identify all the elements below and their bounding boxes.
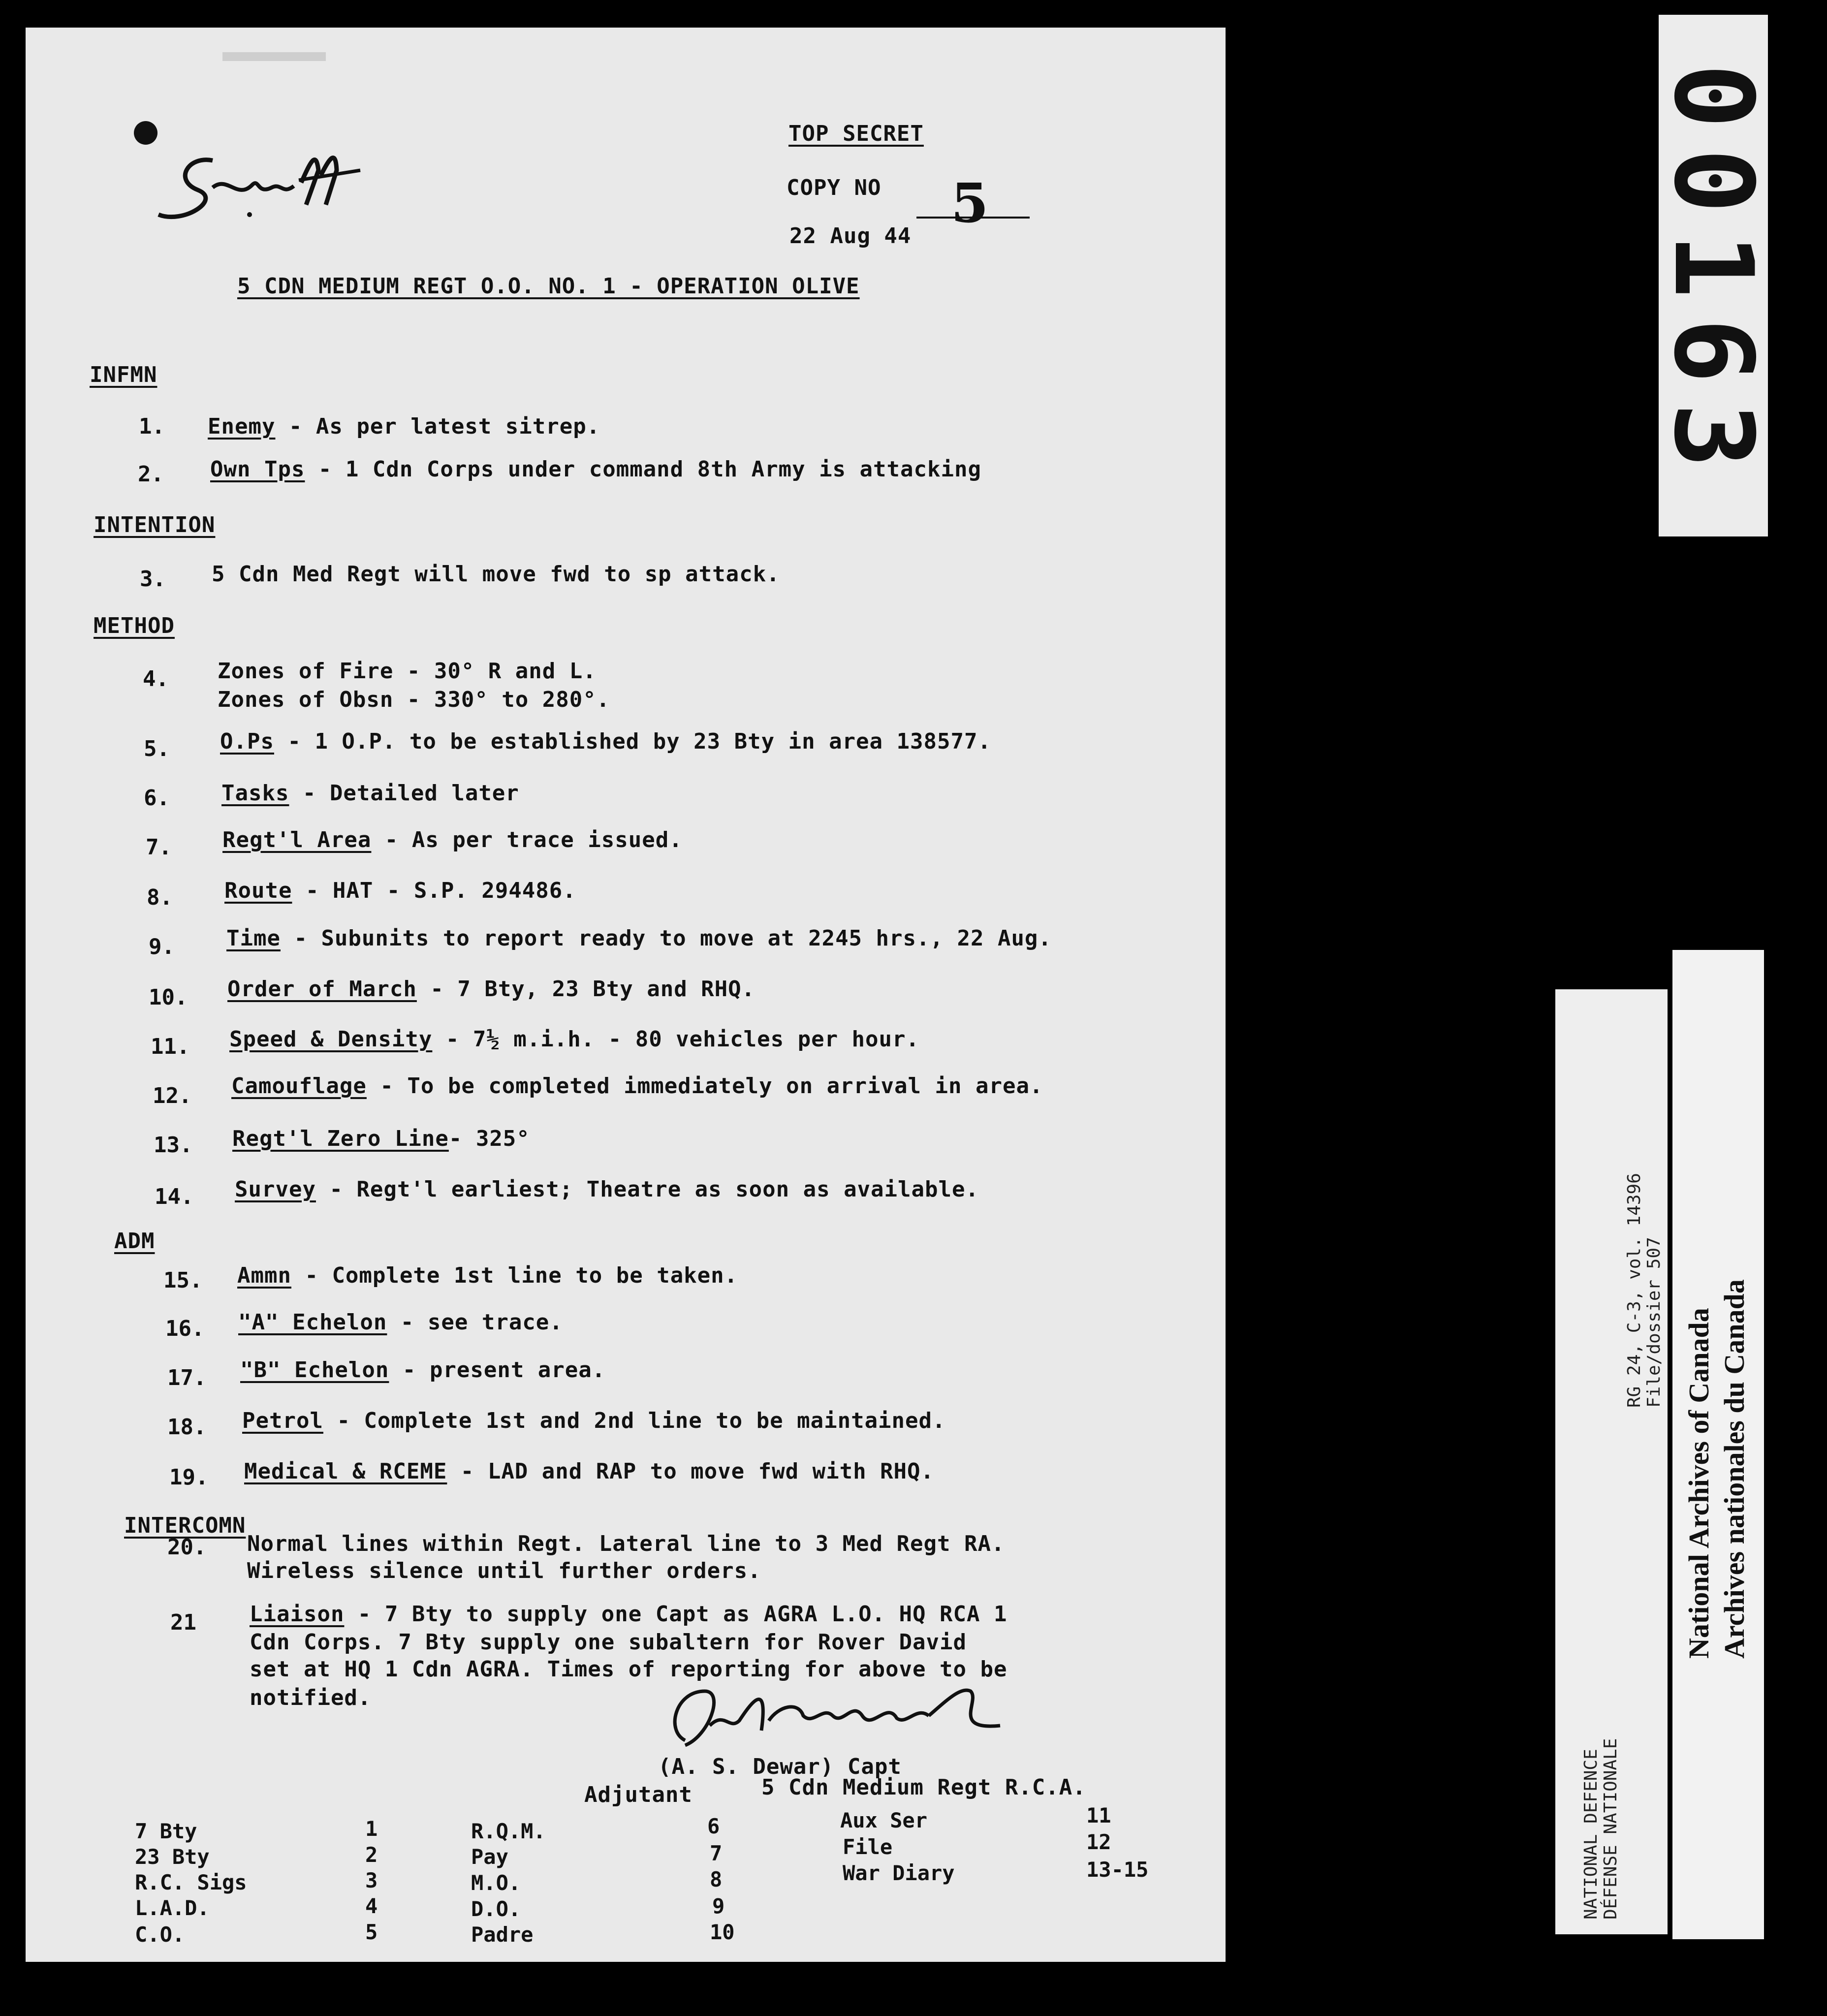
dist-copy: 13-15 [1086,1858,1149,1882]
para-number: 4. [143,666,169,692]
para-3: 5 Cdn Med Regt will move fwd to sp attack. [212,562,780,587]
dist-name: C.O. [135,1922,185,1947]
dept-line-1: NATIONAL DEFENCE [1581,1749,1601,1920]
para-1: Enemy - As per latest sitrep. [208,414,600,439]
para-number: 15. [163,1268,203,1293]
para-number: 19. [169,1465,209,1490]
para-6: Tasks - Detailed later [221,781,519,806]
para-number: 20. [167,1535,207,1560]
para-20-line-1: Normal lines within Regt. Lateral line to 3 Med Regt RA. [247,1531,1005,1556]
section-intention: INTENTION [94,512,216,537]
dist-copy: 5 [365,1920,378,1944]
para-number: 6. [144,786,170,811]
dist-copy: 6 [707,1814,720,1838]
para-number: 11. [151,1034,190,1059]
document-date: 22 Aug 44 [789,223,912,249]
dist-name: 23 Bty [135,1845,210,1869]
para-17: "B" Echelon - present area. [240,1357,606,1383]
para-number: 16. [165,1316,205,1341]
para-number: 12. [153,1083,192,1108]
para-8: Route - HAT - S.P. 294486. [224,878,576,903]
para-20-line-2: Wireless silence until further orders. [247,1558,761,1583]
para-21-line-4: notified. [250,1685,372,1710]
para-4-line-2: Zones of Obsn - 330° to 280°. [218,687,610,712]
para-2: Own Tps - 1 Cdn Corps under command 8th Army is attacking [210,457,981,482]
dist-copy: 4 [365,1894,378,1918]
para-10: Order of March - 7 Bty, 23 Bty and RHQ. [227,976,756,1002]
para-14: Survey - Regt'l earliest; Theatre as soon as available. [235,1177,979,1202]
para-21-line-2: Cdn Corps. 7 Bty supply one subaltern for Rover David [250,1630,967,1655]
dist-name: M.O. [471,1871,521,1895]
dist-copy: 8 [710,1867,723,1891]
para-number: 10. [149,985,188,1010]
para-number: 13. [154,1133,193,1158]
archive-reference-card [1555,989,1668,1934]
nac-english: National Archives of Canada [1683,1308,1715,1659]
dist-name: Aux Ser [840,1808,928,1832]
section-adm: ADM [114,1228,155,1254]
para-number: 17. [167,1365,207,1390]
section-intercomn: INTERCOMN [124,1513,246,1538]
dist-name: File [843,1835,893,1859]
signatory-unit: 5 Cdn Medium Regt R.C.A. [761,1775,1086,1800]
para-number: 9. [149,934,175,959]
para-number: 14. [155,1184,194,1209]
dist-name: 7 Bty [135,1819,197,1843]
para-4-line-1: Zones of Fire - 30° R and L. [218,659,597,684]
para-21-line-3: set at HQ 1 Cdn AGRA. Times of reporting for above to be [250,1657,1008,1682]
classification: TOP SECRET [788,121,924,146]
dist-copy: 12 [1086,1830,1111,1854]
archive-ref-line-2: File/dossier 507 [1644,1237,1664,1408]
para-number: 2. [138,462,164,487]
copy-number: 5 [951,171,989,235]
dist-name: R.Q.M. [471,1819,546,1843]
para-5: O.Ps - 1 O.P. to be established by 23 Bty in area 138577. [220,729,991,754]
dept-line-2: DÉFENSE NATIONALE [1601,1738,1621,1920]
para-13: Regt'l Zero Line- 325° [232,1126,530,1151]
section-infmn: INFMN [90,362,158,387]
frame-number-strip [1650,15,1776,536]
archive-ref-line-1: RG 24, C-3, vol. 14396 [1624,1173,1644,1408]
dist-copy: 11 [1086,1803,1111,1827]
dist-copy: 10 [710,1920,735,1944]
smudge-mark [222,52,326,61]
para-11: Speed & Density - 7½ m.i.h. - 80 vehicles per hour. [229,1027,920,1052]
para-19: Medical & RCEME - LAD and RAP to move fwd with RHQ. [244,1459,935,1484]
para-number: 1. [139,414,165,439]
copy-label: COPY NO [787,175,882,200]
dist-copy: 2 [365,1843,378,1867]
dist-copy: 3 [365,1868,378,1892]
para-number: 18. [167,1415,207,1440]
initials-signature [154,141,419,239]
para-18: Petrol - Complete 1st and 2nd line to be maintained. [242,1408,946,1433]
para-number: 3. [140,567,166,592]
dist-name: L.A.D. [135,1896,210,1920]
dist-name: R.C. Sigs [135,1870,247,1894]
signatory-name: (A. S. Dewar) Capt [658,1754,902,1779]
section-method: METHOD [94,613,175,638]
dist-name: Pay [471,1845,508,1869]
para-9: Time - Subunits to report ready to move at 2245 hrs., 22 Aug. [226,926,1052,951]
dist-name: Padre [471,1922,534,1947]
document-title: 5 CDN MEDIUM REGT O.O. NO. 1 - OPERATION OLIVE [237,274,860,299]
dist-name: War Diary [843,1861,955,1885]
para-number: 21 [170,1610,196,1635]
para-number: 7. [146,835,172,860]
para-number: 5. [144,736,170,761]
para-number: 8. [147,885,173,910]
dist-copy: 1 [365,1817,378,1841]
frame-number: 00163 [1650,63,1776,488]
document-page [26,28,1226,1962]
para-21-line-1: Liaison - 7 Bty to supply one Capt as AGRA L.O. HQ RCA 1 [250,1602,1008,1627]
para-16: "A" Echelon - see trace. [238,1310,563,1335]
signatory-role: Adjutant [584,1782,693,1807]
para-12: Camouflage - To be completed immediately on arrival in area. [231,1073,1043,1099]
national-archives-label [1672,950,1764,1939]
dist-name: D.O. [471,1897,521,1921]
para-7: Regt'l Area - As per trace issued. [222,827,683,852]
dist-copy: 7 [710,1841,723,1865]
dist-copy: 9 [712,1894,725,1918]
para-15: Ammn - Complete 1st line to be taken. [237,1263,738,1288]
nac-french: Archives nationales du Canada [1718,1279,1750,1659]
